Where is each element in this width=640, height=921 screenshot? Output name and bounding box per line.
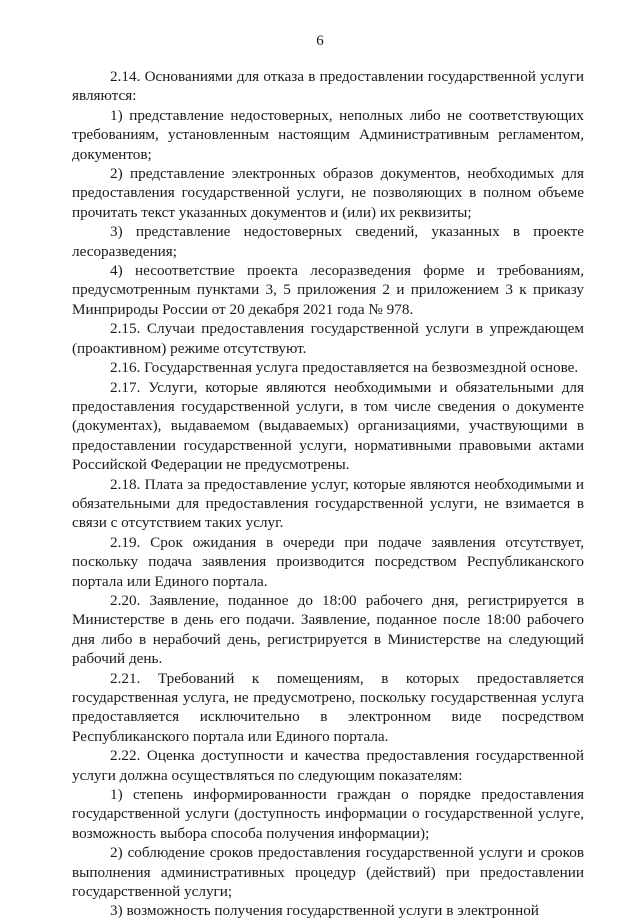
paragraph-2-14-item-1: 1) представление недостоверных, неполных либо не соответствующих требованиям, установленным настоящим Административным регламентом, документов;	[72, 106, 584, 163]
paragraph-2-20: 2.20. Заявление, поданное до 18:00 рабочего дня, регистрируется в Министерстве в день его подачи. Заявление, поданное после 18:00 рабочего дня либо в нерабочий день, регистрируется в Министерстве на следующий рабочий день.	[72, 591, 584, 668]
paragraph-2-17: 2.17. Услуги, которые являются необходимыми и обязательными для предоставления государственной услуги, в том числе сведения о документе (документах), выдаваемом (выдаваемых) организациями, участвующими в предоставлении государственной услуги, нормативными правовыми актами Российской Федерации не предусмотрены.	[72, 378, 584, 474]
paragraph-2-14-item-3: 3) представление недостоверных сведений, указанных в проекте лесоразведения;	[72, 223, 584, 260]
paragraph-2-16: 2.16. Государственная услуга предоставляется на безвозмездной основе.	[110, 359, 579, 377]
paragraph-2-21: 2.21. Требований к помещениям, в которых предоставляется государственная услуга, не предусмотрено, поскольку государственная услуга предоставляется исключительно в электронном виде посредством Республиканского портала или Единого портала.	[72, 669, 584, 745]
paragraph-2-19: 2.19. Срок ожидания в очереди при подаче заявления отсутствует, поскольку подача заявления производится посредством Республиканского портала или Единого портала.	[72, 533, 584, 590]
paragraph-2-14: 2.14. Основаниями для отказа в предоставлении государственной услуги являются:	[72, 68, 584, 105]
paragraph-2-14-item-4: 4) несоответствие проекта лесоразведения форме и требованиям, предусмотренным пунктами 3, 5 приложения 2 и приложением 3 к приказу Минприроды России от 20 декабря 2021 года № 978.	[72, 262, 584, 318]
paragraph-2-22-item-3: 3) возможность получения государственной услуги в электронной	[110, 902, 539, 920]
paragraph-2-18: 2.18. Плата за предоставление услуг, которые являются необходимыми и обязательными для предоставления государственной услуги, не взимается в связи с отсутствием таких услуг.	[72, 475, 584, 532]
document-body	[72, 67, 584, 921]
paragraph-2-15: 2.15. Случаи предоставления государственной услуги в упреждающем (проактивном) режиме отсутствуют.	[72, 320, 584, 357]
paragraph-2-14-item-2: 2) представление электронных образов документов, необходимых для предоставления государственной услуги, не позволяющих в полном объеме прочитать текст указанных документов и (или) их реквизиты;	[72, 165, 584, 221]
paragraph-2-22-item-2: 2) соблюдение сроков предоставления государственной услуги и сроков выполнения административных процедур (действий) при предоставлении государственной услуги;	[72, 844, 584, 901]
page-number: 6	[316, 33, 324, 49]
paragraph-2-22-item-1: 1) степень информированности граждан о порядке предоставления государственной услуги (доступность информации о государственной услуге, возможность выбора способа получения информации);	[72, 786, 584, 842]
paragraph-2-22: 2.22. Оценка доступности и качества предоставления государственной услуги должна осуществляться по следующим показателям:	[72, 747, 584, 784]
